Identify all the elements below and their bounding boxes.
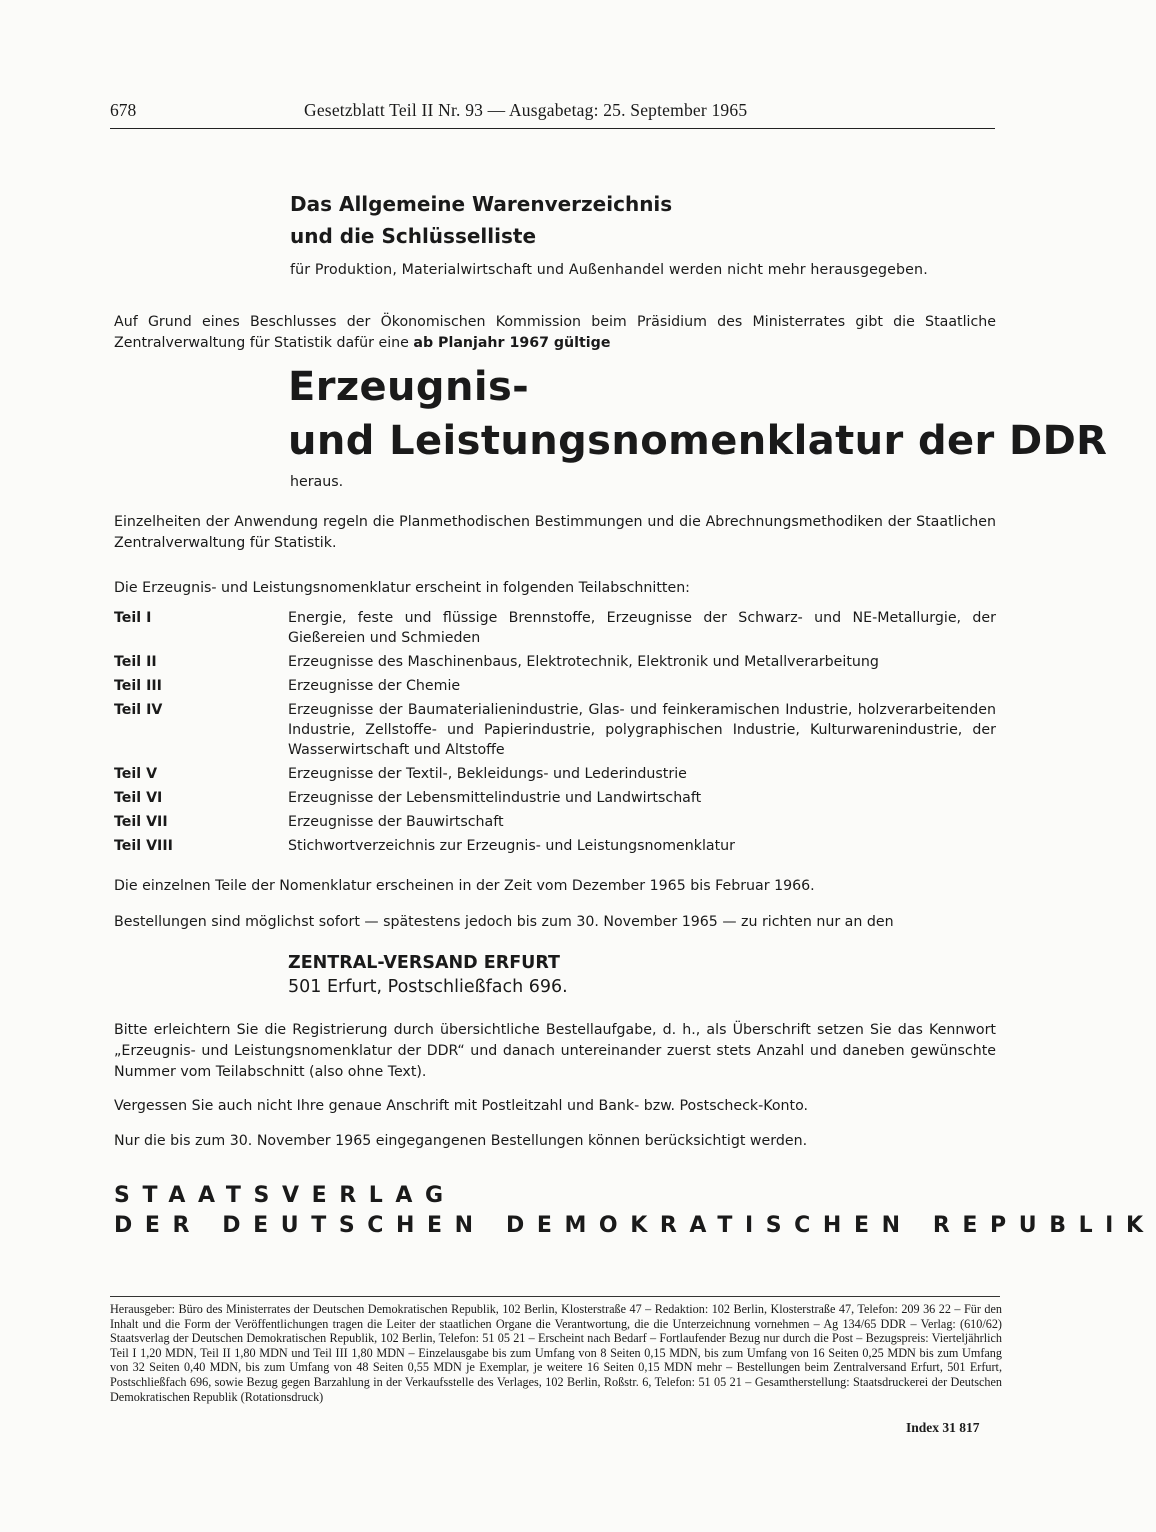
intro-text: Auf Grund eines Beschlusses der Ökonomischen Kommission beim Präsidium des Ministerrates gibt die Staatliche Zentralverwaltung für Statistik dafür eine (114, 314, 996, 351)
intro-paragraph (114, 312, 996, 354)
part-description: Erzeugnisse der Chemie (288, 678, 461, 694)
parts-list (114, 608, 996, 860)
part-label: Teil V (114, 766, 158, 782)
recipient-name: ZENTRAL-VERSAND ERFURT (288, 953, 560, 973)
page-header (110, 100, 995, 126)
index-number: Index 31 817 (906, 1420, 980, 1435)
parts-intro: Die Erzeugnis- und Leistungsnomenklatur erscheint in folgenden Teilabschnitten: (114, 580, 690, 596)
request-paragraph: Bitte erleichtern Sie die Registrierung durch übersichtliche Bestellaufgabe, d. h., als Überschrift setzen Sie das Kennwort „Erzeugnis- und Leistungsnomenklatur der DDR“ und danach untereinander zuerst stets Anzahl und daneben gewünschte Nummer vom Teilabschnitt (also ohne Text). (114, 1022, 996, 1080)
list-item (114, 676, 996, 696)
reminder-paragraph: Vergessen Sie auch nicht Ihre genaue Anschrift mit Postleitzahl und Bank- bzw. Postscheck-Konto. (114, 1098, 809, 1114)
part-label: Teil IV (114, 702, 163, 718)
part-description: Erzeugnisse der Bauwirtschaft (288, 814, 504, 830)
list-item (114, 764, 996, 784)
part-label: Teil I (114, 610, 152, 626)
part-description: Erzeugnisse der Baumaterialienindustrie, Glas- und feinkeramischen Industrie, holzverarbeitenden Industrie, Zellstoffe- und Papierindustrie, polygraphischen Industrie, Kulturwarenindustrie, der Wasserwirtschaft und Altstoffe (288, 702, 996, 758)
part-label: Teil VII (114, 814, 168, 830)
part-description: Stichwortverzeichnis zur Erzeugnis- und Leistungsnomenklatur (288, 838, 736, 854)
part-description: Energie, feste und flüssige Brennstoffe, Erzeugnisse der Schwarz- und NE-Metallurgie, der Gießereien und Schmieden (288, 610, 996, 646)
part-label: Teil VIII (114, 838, 173, 854)
footer-divider (110, 1296, 1000, 1297)
part-description: Erzeugnisse der Lebensmittelindustrie und Landwirtschaft (288, 790, 702, 806)
notice-heading-line1: Das Allgemeine Warenverzeichnis (290, 192, 673, 216)
publisher-line1: STAATSVERLAG (114, 1183, 456, 1208)
notice-subline: für Produktion, Materialwirtschaft und Außenhandel werden nicht mehr herausgegeben. (290, 262, 928, 278)
part-description: Erzeugnisse der Textil-, Bekleidungs- und Lederindustrie (288, 766, 687, 782)
part-description: Erzeugnisse des Maschinenbaus, Elektrotechnik, Elektronik und Metallverarbeitung (288, 654, 879, 670)
list-item (114, 700, 996, 760)
details-paragraph: Einzelheiten der Anwendung regeln die Planmethodischen Bestimmungen und die Abrechnungsmethodiken der Staatlichen Zentralverwaltung für Statistik. (114, 514, 996, 551)
list-item (114, 788, 996, 808)
publisher-line2: DER DEUTSCHEN DEMOKRATISCHEN REPUBLIK (114, 1213, 1156, 1238)
nomenclature-title-line1: Erzeugnis- (288, 364, 530, 410)
nomenclature-title-line2: und Leistungsnomenklatur der DDR (288, 418, 1108, 464)
schedule-paragraph: Die einzelnen Teile der Nomenklatur erscheinen in der Zeit vom Dezember 1965 bis Februar 1966. (114, 878, 815, 894)
imprint-footer: Herausgeber: Büro des Ministerrates der Deutschen Demokratischen Republik, 102 Berlin, Klosterstraße 47 – Redaktion: 102 Berlin, Klosterstraße 47, Telefon: 209 36 22 – Für den Inhalt und die Form der Veröffentlichungen tragen die Leiter der staatlichen Organe die Verantwortung, die die Unterzeichnung vornehmen – Ag 134/65 DDR – Verlag: (610/62) Staatsverlag der Deutschen Demokratischen Republik, 102 Berlin, Telefon: 51 05 21 – Erscheint nach Bedarf – Fortlaufender Bezug nur durch die Post – Bezugspreis: Vierteljährlich Teil I 1,20 MDN, Teil II 1,80 MDN und Teil III 1,80 MDN – Einzelausgabe bis zum Umfang von 8 Seiten 0,15 MDN, bis zum Umfang von 16 Seiten 0,25 MDN bis zum Umfang von 32 Seiten 0,40 MDN, bis zum Umfang von 48 Seiten 0,55 MDN je Exemplar, je weitere 16 Seiten 0,15 MDN mehr – Bestellungen beim Zentralversand Erfurt, 501 Erfurt, Postschließfach 696, sowie Bezug gegen Barzahlung in der Verkaufsstelle des Verlages, 102 Berlin, Roßstr. 6, Telefon: 51 05 21 – Gesamtherstellung: Staatsdruckerei der Deutschen Demokratischen Republik (Rotationsdruck) (110, 1302, 1002, 1404)
notice-heading-line2: und die Schlüsselliste (290, 224, 537, 248)
part-label: Teil II (114, 654, 157, 670)
deadline-paragraph: Nur die bis zum 30. November 1965 eingegangenen Bestellungen können berücksichtigt werden. (114, 1133, 808, 1149)
part-label: Teil VI (114, 790, 163, 806)
order-paragraph: Bestellungen sind möglichst sofort — spätestens jedoch bis zum 30. November 1965 — zu richten nur an den (114, 914, 894, 930)
title-after: heraus. (290, 474, 344, 490)
header-divider (110, 128, 995, 129)
intro-bold: ab Planjahr 1967 gültige (413, 335, 611, 351)
list-item (114, 812, 996, 832)
list-item (114, 652, 996, 672)
part-label: Teil III (114, 678, 162, 694)
page-number: 678 (110, 100, 137, 120)
recipient-address: 501 Erfurt, Postschließfach 696. (288, 977, 568, 997)
list-item (114, 608, 996, 648)
list-item (114, 836, 996, 856)
gazette-issue-title: Gesetzblatt Teil II Nr. 93 — Ausgabetag: 25. September 1965 (304, 100, 748, 120)
